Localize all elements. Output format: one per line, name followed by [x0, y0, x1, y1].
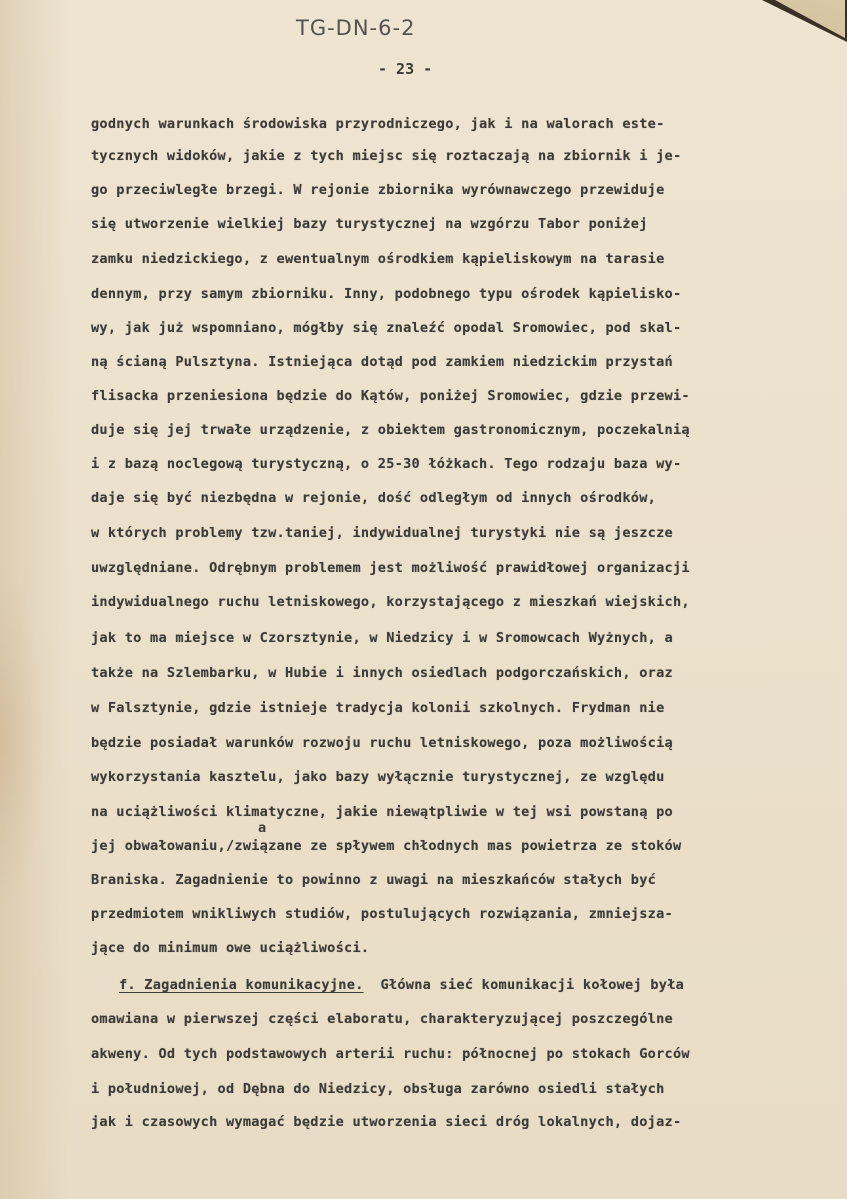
heading-line-gap	[364, 977, 381, 993]
text-line: godnych warunkach środowiska przyrodniczego, jak i na walorach este-	[91, 116, 665, 132]
text-line: ną ścianą Pulsztyna. Istniejąca dotąd pod zamkiem niedzickim przystań	[91, 354, 673, 370]
text-line: tycznych widoków, jakie z tych miejsc się roztaczają na zbiornik i je-	[91, 148, 682, 164]
handwritten-reference-code: TG-DN-6-2	[296, 16, 416, 40]
text-line: akweny. Od tych podstawowych arterii ruchu: północnej po stokach Gorców	[91, 1046, 690, 1062]
text-line: Braniska. Zagadnienie to powinno z uwagi na mieszkańców stałych być	[91, 872, 657, 888]
page-number: - 23 -	[378, 60, 433, 78]
superscript-correction: a	[258, 820, 267, 836]
paper-stain	[0, 560, 45, 920]
text-line: go przeciwległe brzegi. W rejonie zbiornika wyrównawczego przewiduje	[91, 182, 665, 198]
section-heading: f. Zagadnienia komunikacyjne.	[119, 977, 364, 993]
text-line: dennym, przy samym zbiorniku. Inny, podobnego typu ośrodek kąpielisko-	[91, 286, 682, 302]
text-line: także na Szlembarku, w Hubie i innych osiedlach podgorczańskich, oraz	[91, 665, 673, 681]
text-line: zamku niedzickiego, z ewentualnym ośrodkiem kąpieliskowym na tarasie	[91, 251, 665, 267]
text-line: flisacka przeniesiona będzie do Kątów, poniżej Sromowiec, gdzie przewi-	[91, 388, 690, 404]
text-line: jące do minimum owe uciążliwości.	[91, 940, 370, 956]
text-line: omawiana w pierwszej części elaboratu, charakteryzującej poszczególne	[91, 1011, 673, 1027]
text-line: jak to ma miejsce w Czorsztynie, w Niedzicy i w Sromowcach Wyżnych, a	[91, 630, 673, 646]
section-heading-line	[119, 979, 847, 993]
text-line: przedmiotem wnikliwych studiów, postulujących rozwiązania, zmniejsza-	[91, 906, 673, 922]
text-line: indywidualnego ruchu letniskowego, korzystającego z mieszkań wiejskich,	[91, 594, 690, 610]
text-line: jak i czasowych wymagać będzie utworzenia sieci dróg lokalnych, dojaz-	[91, 1114, 682, 1130]
text-line: wykorzystania kasztelu, jako bazy wyłącznie turystycznej, ze względu	[91, 769, 665, 785]
text-line: uwzględniane. Odrębnym problemem jest możliwość prawidłowej organizacji	[91, 560, 690, 576]
text-line: i z bazą noclegową turystyczną, o 25-30 łóżkach. Tego rodzaju baza wy-	[91, 456, 682, 472]
text-line: będzie posiadał warunków rozwoju ruchu letniskowego, poza możliwością	[91, 735, 673, 751]
text-line: duje się jej trwałe urządzenie, z obiektem gastronomicznym, poczekalnią	[91, 422, 690, 438]
text-line: wy, jak już wspomniano, mógłby się znaleźć opodal Sromowiec, pod skal-	[91, 320, 682, 336]
text-line: w których problemy tzw.taniej, indywidualnej turystyki nie są jeszcze	[91, 525, 673, 541]
text-line: daje się być niezbędna w rejonie, dość odległym od innych ośrodków,	[91, 490, 657, 506]
text-line: w Falsztynie, gdzie istnieje tradycja kolonii szkolnych. Frydman nie	[91, 700, 665, 716]
text-line: i południowej, od Dębna do Niedzicy, obsługa zarówno osiedli stałych	[91, 1081, 665, 1097]
text-line: jej obwałowaniu,/związane ze spływem chłodnych mas powietrza ze stoków	[91, 838, 682, 854]
text-line: się utworzenie wielkiej bazy turystycznej na wzgórzu Tabor poniżej	[91, 216, 648, 232]
heading-line-text: Główna sieć komunikacji kołowej była	[380, 977, 685, 993]
text-line: na uciążliwości klimatyczne, jakie niewątpliwie w tej wsi powstaną po	[91, 804, 673, 820]
